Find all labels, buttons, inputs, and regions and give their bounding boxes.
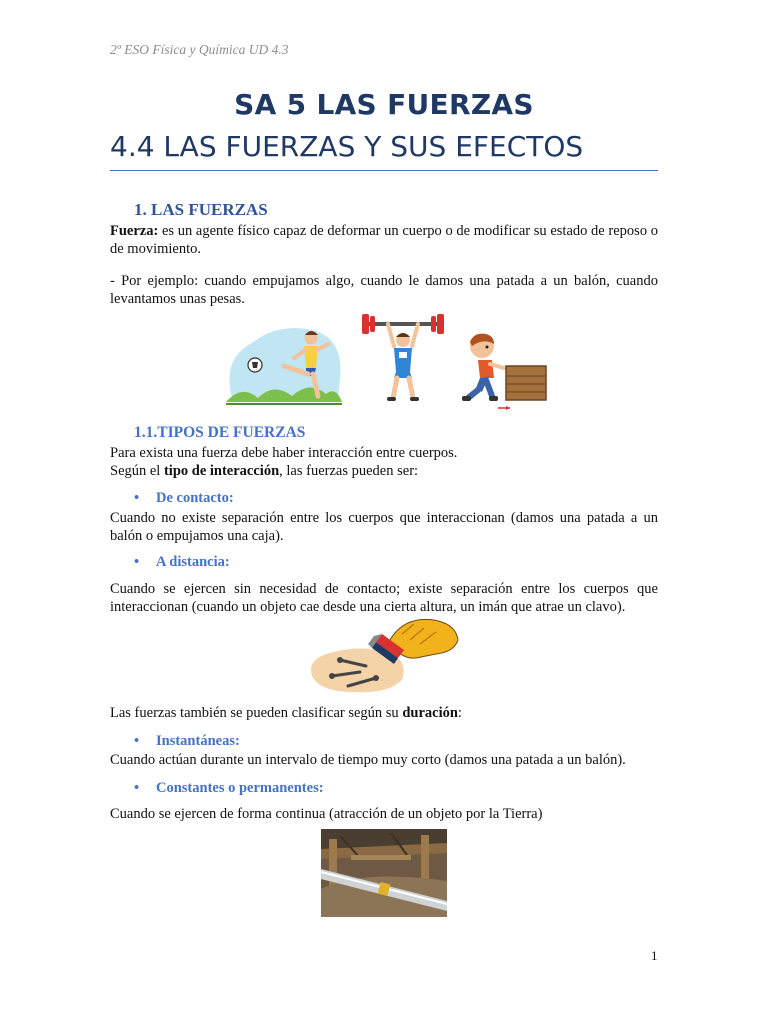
- pipe-excavation-photo: [321, 829, 447, 917]
- magnet-nails-illustration: [304, 614, 464, 696]
- distance-paragraph: Cuando se ejercen sin necesidad de contacto; existe separación entre los cuerpos que interaccionan (cuando un objeto cae desde una cierta altura, un imán que atrae un clavo).: [110, 581, 658, 615]
- bullet-dot: •: [134, 554, 140, 570]
- page-number: 1: [651, 948, 658, 963]
- bullet-dot: •: [134, 780, 140, 796]
- bullet-contact-label: De contacto:: [156, 490, 234, 506]
- push-box-illustration: [458, 330, 550, 414]
- bullet-constant: [134, 780, 324, 797]
- bullet-distance-label: A distancia:: [156, 554, 230, 570]
- duration-term: duración: [402, 705, 458, 721]
- duration-line: Las fuerzas también se pueden clasificar según su duración:: [110, 705, 462, 721]
- definition-paragraph: [110, 222, 658, 258]
- interaction-type-line: Según el tipo de interacción, las fuerzas pueden ser:: [110, 463, 419, 479]
- instant-paragraph: Cuando actúan durante un intervalo de tiempo muy corto (damos una patada a un balón).: [110, 752, 626, 768]
- bullet-dot: •: [134, 733, 140, 749]
- kick-ball-illustration: [222, 318, 346, 406]
- section-heading-fuerzas: 1. LAS FUERZAS: [134, 200, 268, 219]
- contact-paragraph: Cuando no existe separación entre los cuerpos que interaccionan (damos una patada a un balón o empujamos una caja).: [110, 510, 658, 544]
- bullet-instant-label: Instantáneas:: [156, 733, 240, 749]
- bullet-distance: [134, 554, 230, 571]
- example-paragraph: - Por ejemplo: cuando empujamos algo, cuando le damos una patada a un balón, cuando levantamos unas pesas.: [110, 273, 658, 307]
- title-rule: [110, 170, 658, 171]
- weightlifter-illustration: [358, 312, 448, 404]
- definition-term: Fuerza:: [110, 223, 159, 239]
- bullet-instant: [134, 733, 240, 750]
- bullet-dot: •: [134, 490, 140, 506]
- bullet-constant-label: Constantes o permanentes:: [156, 780, 324, 796]
- definition-text: es un agente físico capaz de deformar un cuerpo o de modificar su estado de reposo o de movimiento.: [110, 223, 658, 257]
- interaction-line: Para exista una fuerza debe haber interacción entre cuerpos.: [110, 445, 458, 461]
- bullet-contact: [134, 490, 234, 507]
- page-title: SA 5 LAS FUERZAS: [234, 88, 534, 121]
- interaction-type-term: tipo de interacción: [163, 463, 280, 479]
- constant-paragraph: Cuando se ejercen de forma continua (atracción de un objeto por la Tierra): [110, 806, 543, 822]
- section-heading-tipos: 1.1.TIPOS DE FUERZAS: [134, 424, 306, 441]
- page-subtitle: 4.4 LAS FUERZAS Y SUS EFECTOS: [110, 130, 584, 163]
- page-header: 2º ESO Física y Química UD 4.3: [110, 42, 289, 57]
